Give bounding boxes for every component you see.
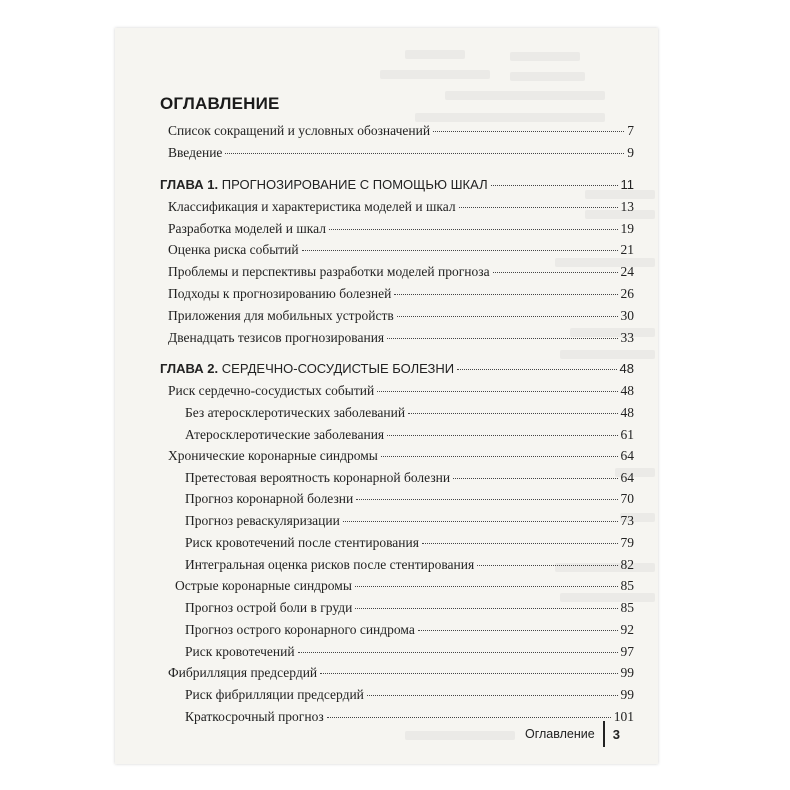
toc-entry-title — [185, 600, 352, 616]
toc-entry — [175, 578, 634, 598]
toc-entry-text: Подходы к прогнозированию болезней — [168, 286, 392, 301]
toc-entry-text: Риск кровотечений после стентирования — [185, 535, 419, 550]
toc-entry-text: Прогноз коронарной болезни — [185, 491, 354, 506]
toc-page-number: 64 — [620, 470, 634, 485]
toc-entry-title — [185, 709, 324, 725]
dot-leader — [453, 477, 617, 479]
toc-entry — [185, 470, 634, 490]
toc-entry-title — [168, 448, 378, 464]
toc-entry — [185, 427, 634, 447]
toc-page-number: 11 — [620, 177, 634, 192]
dot-leader — [356, 498, 617, 500]
toc-entry-title — [185, 405, 405, 421]
toc-entry — [168, 221, 634, 241]
toc-page-number: 85 — [620, 600, 634, 615]
toc-entry — [185, 687, 634, 707]
toc-entry-text: Краткосрочный прогноз — [185, 709, 324, 724]
toc-entry — [185, 405, 634, 425]
toc-entry-text: Хронические коронарные синдромы — [168, 448, 378, 463]
toc-entry — [168, 286, 634, 306]
toc-page-number: 99 — [620, 687, 634, 702]
toc-entry-text: Претестовая вероятность коронарной болезни — [185, 470, 451, 485]
dot-leader — [355, 607, 617, 609]
toc-page-number: 48 — [620, 405, 634, 420]
toc-entry-text: Приложения для мобильных устройств — [168, 308, 394, 323]
toc-entry-title — [185, 622, 415, 638]
toc-entry-title — [168, 123, 430, 139]
toc-page-number: 24 — [620, 264, 634, 279]
toc-entry-text: Фибрилляция предсердий — [168, 665, 318, 680]
toc-page-number: 48 — [619, 361, 634, 376]
toc-entry-text: СЕРДЕЧНО-СОСУДИСТЫЕ БОЛЕЗНИ — [221, 361, 455, 376]
toc-entry-title — [168, 264, 490, 280]
toc-entry-title — [185, 644, 295, 660]
toc-entry — [168, 383, 634, 403]
toc-page-number: 61 — [620, 427, 634, 442]
toc-page-number: 92 — [620, 622, 634, 637]
toc-entry — [168, 330, 634, 350]
toc-entry-text: Риск сердечно-сосудистых событий — [168, 383, 375, 398]
toc-entry-text: Прогноз острого коронарного синдрома — [185, 622, 415, 637]
toc-entry-title — [185, 535, 419, 551]
toc-entry-text: Риск кровотечений — [185, 644, 295, 659]
toc-entry — [185, 600, 634, 620]
toc-entry-text: Атеросклеротические заболевания — [185, 427, 385, 442]
dot-leader — [381, 455, 618, 457]
toc-title: ОГЛАВЛЕНИЕ — [160, 94, 280, 113]
toc-entry-text: Прогноз острой боли в груди — [185, 600, 353, 615]
toc-entry-title — [185, 687, 364, 703]
dot-leader — [320, 672, 617, 674]
toc-entry-text: Проблемы и перспективы разработки моделей прогноза — [168, 264, 490, 279]
toc-entry — [168, 448, 634, 468]
toc-page-number: 101 — [613, 709, 634, 724]
toc-page-number: 97 — [620, 644, 634, 659]
dot-leader — [433, 130, 624, 132]
toc-entry-text: Риск фибрилляции предсердий — [185, 687, 364, 702]
toc-entry-text: Введение — [168, 145, 223, 160]
toc-entry — [168, 145, 634, 165]
dot-leader — [459, 206, 618, 208]
toc-entry — [185, 644, 634, 664]
toc-entry-title — [168, 145, 222, 161]
toc-page-number: 7 — [627, 123, 634, 138]
dot-leader — [302, 249, 618, 251]
toc-entry-text: Прогноз реваскуляризации — [185, 513, 340, 528]
toc-entry-text: Острые коронарные синдромы — [175, 578, 352, 593]
toc-entry-text: Двенадцать тезисов прогнозирования — [168, 330, 385, 345]
dot-leader — [377, 390, 617, 392]
toc-entry-text: Классификация и характеристика моделей и шкал — [168, 199, 456, 214]
toc-entry — [185, 535, 634, 555]
dot-leader — [408, 412, 617, 414]
dot-leader — [477, 564, 617, 566]
toc-entry-title — [185, 427, 384, 443]
toc-entry-title — [168, 665, 317, 681]
toc-entry-title — [168, 242, 299, 258]
toc-page-number: 19 — [620, 221, 634, 236]
toc-page-number: 82 — [620, 557, 634, 572]
toc-page-number: 85 — [620, 578, 634, 593]
toc-entry — [185, 557, 634, 577]
toc-page-number: 26 — [620, 286, 634, 301]
dot-leader — [298, 651, 618, 653]
toc-entry — [168, 199, 634, 219]
toc-page-number: 99 — [620, 665, 634, 680]
toc-entry-title — [175, 578, 352, 594]
toc-entry — [185, 622, 634, 642]
dot-leader — [225, 152, 624, 154]
toc-page-number: 48 — [620, 383, 634, 398]
toc-entry-title — [185, 470, 450, 486]
toc-entry-title — [160, 361, 454, 376]
toc-entry-title — [168, 308, 394, 324]
dot-leader — [418, 629, 618, 631]
toc-entry-title — [185, 557, 474, 573]
toc-entry-title — [168, 199, 456, 215]
toc-page-number: 13 — [620, 199, 634, 214]
footer-section-label: Оглавление — [525, 727, 595, 741]
toc-entry — [168, 242, 634, 262]
toc-page-number: 73 — [620, 513, 634, 528]
dot-leader — [397, 315, 618, 317]
toc-entry-title — [168, 330, 384, 346]
toc-entry-title — [185, 513, 340, 529]
running-footer — [525, 716, 620, 752]
toc-entry-text: Без атеросклеротических заболеваний — [185, 405, 406, 420]
toc-entry-text: Список сокращений и условных обозначений — [168, 123, 431, 138]
toc-page-number: 21 — [620, 242, 634, 257]
toc-entry-title — [168, 286, 391, 302]
toc-entry — [185, 491, 634, 511]
toc-entry-title — [160, 177, 488, 192]
toc-entry — [168, 264, 634, 284]
dot-leader — [355, 585, 618, 587]
toc-page-number: 79 — [620, 535, 634, 550]
dot-leader — [493, 271, 618, 273]
toc-chapter-entry — [160, 177, 634, 197]
dot-leader — [394, 293, 617, 295]
dot-leader — [387, 434, 617, 436]
toc-page-number: 64 — [620, 448, 634, 463]
toc-entry-text: Интегральная оценка рисков после стентирования — [185, 557, 475, 572]
dot-leader — [367, 694, 618, 696]
toc-entry — [185, 513, 634, 533]
toc-list — [115, 28, 658, 764]
book-page — [115, 28, 658, 764]
toc-entry-text: ПРОГНОЗИРОВАНИЕ С ПОМОЩЬЮ ШКАЛ — [221, 177, 488, 192]
toc-entry — [168, 123, 634, 143]
dot-leader — [491, 184, 618, 186]
dot-leader — [457, 368, 616, 370]
toc-entry-text: Разработка моделей и шкал — [168, 221, 326, 236]
toc-entry-title — [168, 221, 326, 237]
footer-page-number: 3 — [612, 726, 620, 742]
toc-page-number: 30 — [620, 308, 634, 323]
toc-entry-text: Оценка риска событий — [168, 242, 299, 257]
toc-entry-title — [168, 383, 374, 399]
toc-page-number: 70 — [620, 491, 634, 506]
dot-leader — [387, 337, 617, 339]
chapter-number: ГЛАВА 1. — [160, 177, 219, 192]
toc-chapter-entry — [160, 361, 634, 381]
chapter-number: ГЛАВА 2. — [160, 361, 219, 376]
dot-leader — [422, 542, 618, 544]
toc-entry — [168, 665, 634, 685]
dot-leader — [329, 228, 618, 230]
toc-page-number: 9 — [627, 145, 634, 160]
dot-leader — [343, 520, 618, 522]
toc-entry — [168, 308, 634, 328]
toc-entry-title — [185, 491, 353, 507]
toc-page-number: 33 — [620, 330, 634, 345]
